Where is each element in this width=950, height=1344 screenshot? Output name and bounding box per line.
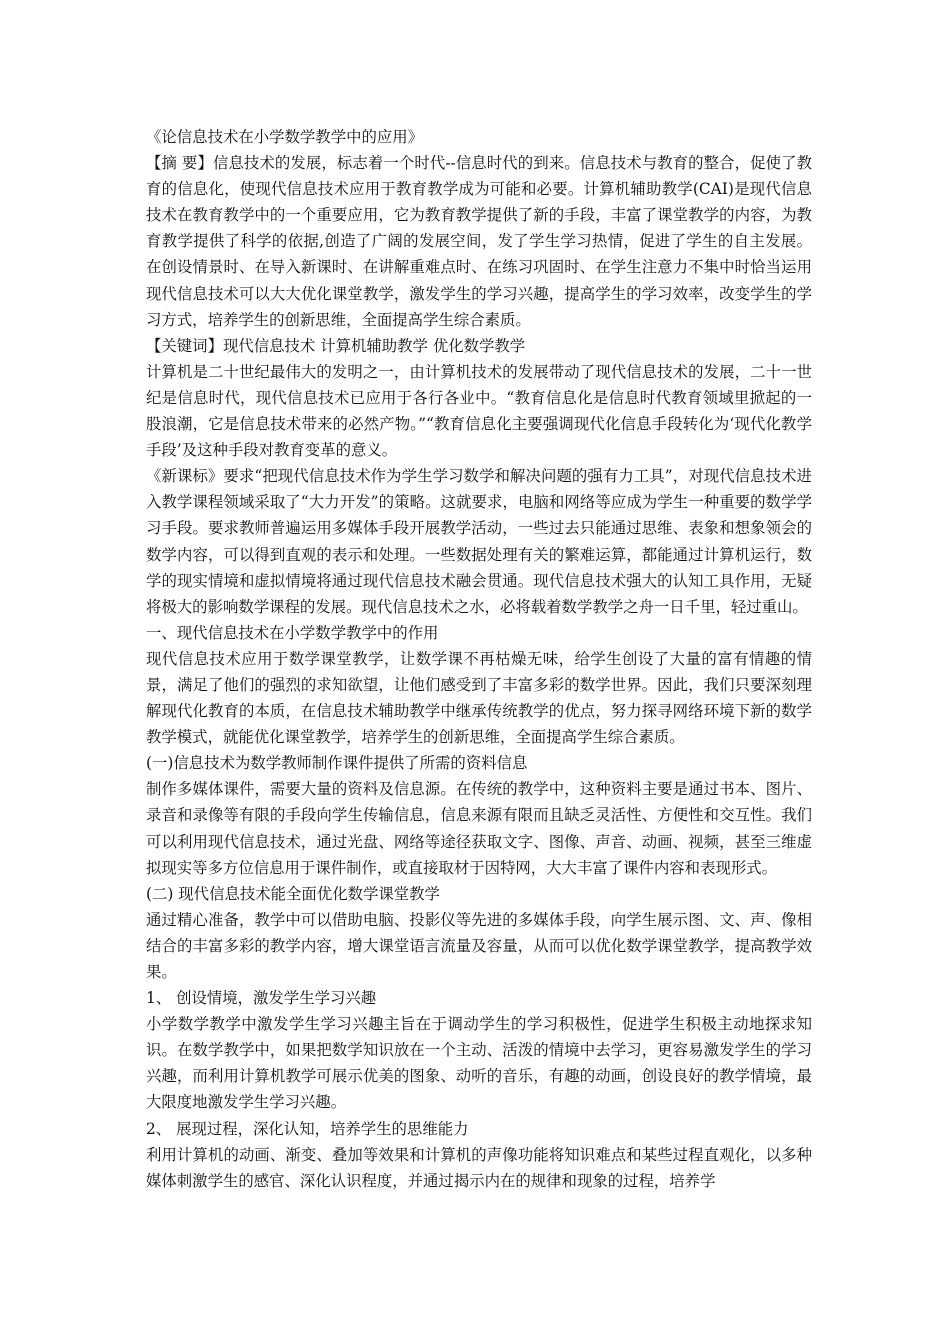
document-title: 《论信息技术在小学数学教学中的应用》 (146, 128, 424, 146)
body-paragraph: 通过精心准备，教学中可以借助电脑、投影仪等先进的多媒体手段，向学生展示图、文、声、像相结合的丰富多彩的教学内容，增大课堂语言流量及容量，从而可以优化数学课堂教学，提高教学效果。 (146, 910, 812, 981)
keywords-line: 【关键词】现代信息技术 计算机辅助教学 优化数学教学 (146, 336, 526, 355)
body-paragraph: 小学数学教学中激发学生学习兴趣主旨在于调动学生的学习积极性，促进学生积极主动地探求知识。在数学教学中，如果把数学知识放在一个主动、活泼的情境中去学习，更容易激发学生的学习兴趣，而利用计算机教学可展示优美的图象、动听的音乐，有趣的动画，创设良好的教学情境，最大限度地激发学生学习兴趣。 (146, 1015, 812, 1112)
body-paragraph: 现代信息技术应用于数学课堂教学，让数学课不再枯燥无味，给学生创设了大量的富有情趣的情景，满足了他们的强烈的求知欲望，让他们感受到了丰富多彩的数学世界。因此，我们只要深刻理解现代化教育的本质，在信息技术辅助教学中继承传统教学的优点，努力探寻网络环境下新的数学教学模式，就能优化课堂教学，培养学生的创新思维，全面提高学生综合素质。 (146, 649, 812, 747)
subsection-heading: (一)信息技术为数学教师制作课件提供了所需的资料信息 (146, 754, 528, 773)
body-paragraph: 计算机是二十世纪最伟大的发明之一，由计算机技术的发展带动了现代信息技术的发展，二十一世纪是信息时代，现代信息技术已应用于各行各业中。“教育信息化是信息时代教育领域里掀起的一股浪潮，它是信息技术带来的必然产物。”“教育信息化主要强调现代化信息手段转化为‘现代化教学手段’及这种手段对教育变革的意义。 (146, 362, 812, 460)
body-paragraph: 《新课标》要求“把现代信息技术作为学生学习数学和解决问题的强有力工具”，对现代信息技术进入教学课程领域采取了“大力开发”的策略。这就要求，电脑和网络等应成为学生一种重要的数学学习手段。要求教师普遍运用多媒体手段开展教学活动，一些过去只能通过思维、表象和想象领会的数学内容，可以得到直观的表示和处理。一些数据处理有关的繁难运算，都能通过计算机运行，数学的现实情境和虚拟情境将通过现代信息技术融会贯通。现代信息技术强大的认知工具作用，无疑将极大的影响数学课程的发展。现代信息技术之水，必将载着数学教学之舟一日千里，轻过重山。 (146, 467, 812, 616)
body-paragraph: 利用计算机的动画、渐变、叠加等效果和计算机的声像功能将知识难点和某些过程直观化，以多种媒体刺激学生的感官、深化认识程度，并通过揭示内在的规律和现象的过程，培养学 (146, 1145, 812, 1190)
subsection-heading: (二) 现代信息技术能全面优化数学课堂教学 (146, 884, 440, 903)
item-heading: 2、 展现过程，深化认知，培养学生的思维能力 (146, 1119, 469, 1138)
abstract-paragraph: 【摘 要】信息技术的发展，标志着一个时代--信息时代的到来。信息技术与教育的整合，促使了教育的信息化，使现代信息技术应用于教育教学成为可能和必要。计算机辅助教学(CAI)是现代信息技术在教育教学中的一个重要应用，它为教育教学提供了新的手段，丰富了课堂教学的内容，为教育教学提供了科学的依据,创造了广阔的发展空间，发了学生学习热情，促进了学生的自主发展。在创设情景时、在导入新课时、在讲解重难点时、在练习巩固时、在学生注意力不集中时恰当运用现代信息技术可以大大优化课堂教学，激发学生的学习兴趣，提高学生的学习效率，改变学生的学习方式，培养学生的创新思维，全面提高学生综合素质。 (146, 154, 812, 329)
item-heading: 1、 创设情境，激发学生学习兴趣 (146, 989, 377, 1008)
section-heading: 一、现代信息技术在小学数学教学中的作用 (146, 623, 439, 642)
body-paragraph: 制作多媒体课件，需要大量的资料及信息源。在传统的教学中，这种资料主要是通过书本、图片、录音和录像等有限的手段向学生传输信息，信息来源有限而且缺乏灵活性、方便性和交互性。我们可以利用现代信息技术，通过光盘、网络等途径获取文字、图像、声音、动画、视频，甚至三维虚拟现实等多方位信息用于课件制作，或直接取材于因特网，大大丰富了课件内容和表现形式。 (146, 780, 812, 877)
document-page (146, 124, 812, 1194)
